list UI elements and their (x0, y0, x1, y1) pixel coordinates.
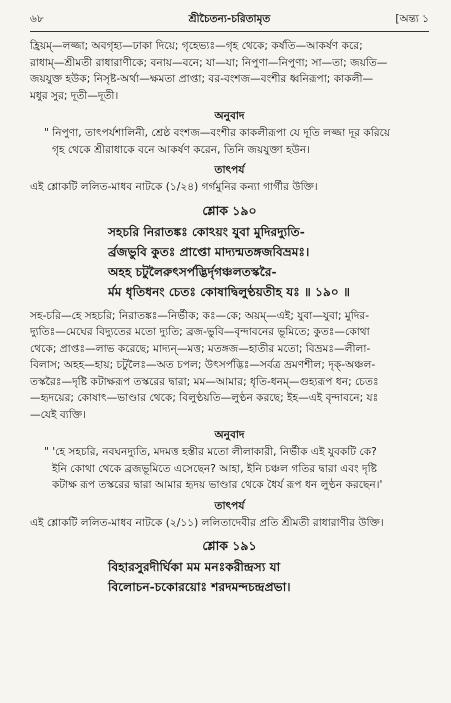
text-line: রাধাম্—শ্রীমতী রাধারাণীকে; বনায়—বনে; যা—যা; নিপুণা—নিপুণা; সা—তা; জয়তি— (30, 56, 388, 69)
verse-line: সহচরি নিরাতঙ্কঃ কোঽয়ং যুবা মুদিরদ্যুতি- (108, 224, 305, 239)
section-label: [অন্ত্য ১ (395, 13, 429, 25)
verse-line: বিলোচন-চকোরয়োঃ শরদমন্দচন্দ্রপ্রভা। (108, 580, 291, 594)
verse-line: অহহ চটুলৈরুৎসর্পদ্ভির্দৃগঞ্চলতস্করৈ- (108, 264, 277, 279)
text-line: হ্রিয়ম্—লজ্জা; অবগৃহ্য—ঢাকা দিয়ে; গৃহেভ্যঃ—গৃহ থেকে; কর্ষতি—আকর্ষণ করে; (30, 40, 363, 52)
word-meaning-block-1 (30, 38, 429, 104)
text-line: জয়যুক্ত হউক; নিসৃষ্ট-অর্থা—ক্ষমতা প্রাপ্তা; বর-বংশজ—বংশীর ধ্বনিরূপা; কাকলী— (30, 73, 374, 85)
header-divider (30, 31, 429, 32)
translation-line: কটাক্ষ রূপ তস্করের দ্বারা আমার হৃদয় ভাণ্ডার থেকে ধৈর্য রূপ ধন লুণ্ঠন করছেন।' (52, 479, 383, 491)
verse-line: র্মম ধৃতিধনং চেতঃ কোষাদ্বিলুণ্ঠয়তীহ যঃ ॥ ১৯০ ॥ (108, 284, 350, 299)
book-title: শ্রীচৈতন্য-চরিতামৃত (188, 13, 271, 25)
translation-line: " 'হে সহচরি, নবঘনদ্যুতি, মদমত্ত হস্তীর মতো লীলাকারী, নির্ভীক এই যুবকটি কে? (44, 446, 377, 458)
translation-heading: অনুবাদ (214, 429, 245, 441)
page-number: ৬৮ (30, 13, 44, 25)
purport-text: এই শ্লোকটি ললিত-মাধব নাটকে (১/২৪) গর্গমুনির কন্যা গার্গীর উক্তি। (30, 181, 318, 193)
translation-line: " নিপুণা, তাৎপর্যশালিনী, শ্রেষ্ঠ বংশজ—বংশীর কাকলীরূপা যে দূতি লজ্জা দূর করিয়ে (44, 127, 391, 139)
text-line: —যেই ব্যক্তি। (30, 408, 86, 421)
text-line: দ্যুতিঃ—মেঘের বিদ্যুতের মতো দ্যুতি; ব্রজ-ভুবি—বৃন্দাবনের ভূমিতে; কুতঃ—কোথা (30, 326, 370, 338)
text-line: মধুর সুর; দূতী—দূতী। (30, 89, 119, 102)
text-line: সহ-চরি—হে সহচরি; নিরাতঙ্কঃ—নির্ভীক; কঃ—কে; অয়ম্—এই; যুবা—যুবা; মুদির- (30, 309, 370, 322)
text-line: —হৃদয়ের; কোষাৎ—ভাণ্ডার থেকে; বিলুণ্ঠয়তি—লুণ্ঠন করছে; ইহ—এই বৃন্দাবনে; যঃ (30, 392, 379, 404)
verse-number: শ্লোক ১৯১ (202, 538, 257, 553)
verse-line: র্ব্রজভুবি কুতঃ প্রাপ্তো মাদ্যন্মতঙ্গজবিভ্রমঃ। (108, 244, 310, 259)
purport-heading: তাৎপর্য (214, 164, 245, 176)
text-line: তস্করৈঃ—দৃষ্টি কটাক্ষরূপ তস্করের দ্বারা; মম—আমার; ধৃতি-ধনম্—গুহ্যরূপ ধন; চেতঃ (30, 375, 379, 388)
verse-number: শ্লোক ১৯০ (202, 202, 257, 218)
text-line: থেকে; প্রাপ্তঃ—লাভ করেছে; মাদ্যন্—মত্ত; মতঙ্গজ—হাতীর মতো; বিভ্রমঃ—লীলা- (30, 342, 371, 355)
translation-heading: অনুবাদ (214, 110, 245, 122)
word-meaning-block-2 (30, 308, 429, 424)
text-line: বিলাস; অহহ—হায়; চটুলৈঃ—অত চপল; উৎসর্পদ্ভিঃ—সর্বত্র ভ্রমণশীল; দৃক্-অঞ্চল- (30, 359, 376, 371)
translation-line: ইনি কোথা থেকে ব্রজভূমিতে এসেছেন? আহা, ইনি চঞ্চল গতির দ্বারা এবং দৃষ্টি (52, 462, 377, 475)
page-body (30, 38, 429, 597)
translation-line: গৃহ থেকে শ্রীরাধাকে বনে আকর্ষণ করেন, তিনি জয়যুক্তা হউন। (52, 143, 310, 156)
purport-text: এই শ্লোকটি ললিত-মাধব নাটকে (২/১১) ললিতাদেবীর প্রতি শ্রীমতী রাধারাণীর উক্তি। (30, 516, 384, 529)
purport-heading: তাৎপর্য (214, 499, 245, 512)
verse-line: বিহারসুরদীর্ঘিকা মম মনঃকরীন্দ্রস্য যা (108, 560, 281, 574)
page-header (30, 12, 429, 28)
